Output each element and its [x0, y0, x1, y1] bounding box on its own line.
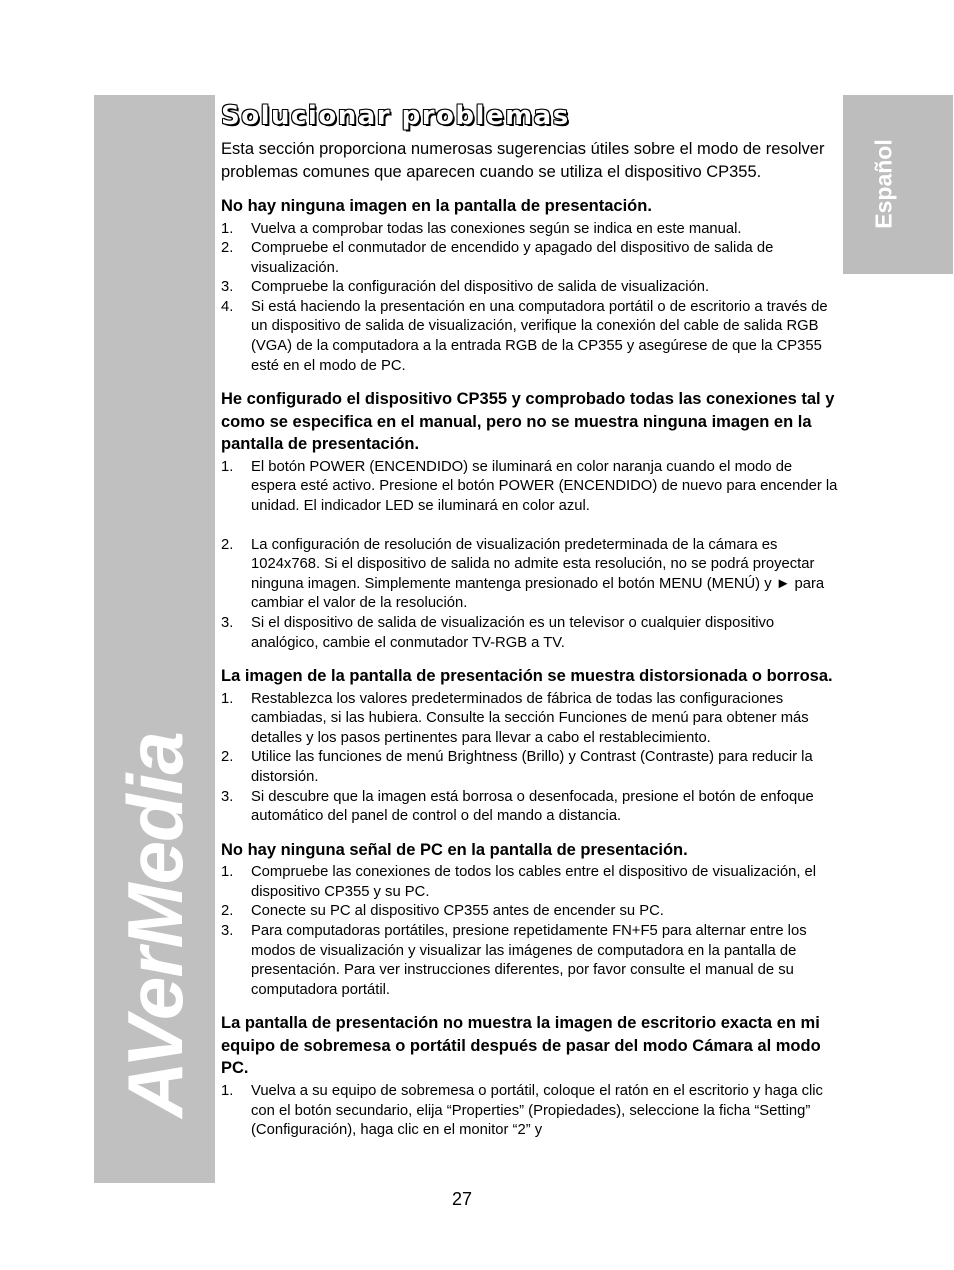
item-number: 3. — [221, 279, 234, 296]
brand-logo: AVerMedia — [111, 732, 199, 1118]
steps-list — [221, 220, 839, 377]
item-text: Si descubre que la imagen está borrosa o desenfocada, presione el botón de enfoque automático del panel de control o del mando a distancia. — [251, 788, 814, 825]
item-number: 1. — [221, 220, 234, 237]
item-text: Si está haciendo la presentación en una computadora portátil o de escritorio a través de un dispositivo de salida de visualización, verifique la conexión del cable de salida RGB (VGA) de la computadora a la entrada RGB de la CP355 y asegúrese de que la CP355 esté en el modo de PC. — [251, 298, 828, 374]
main-content — [221, 101, 839, 1141]
list-item — [221, 788, 839, 827]
section-distorted-image — [221, 665, 839, 827]
item-text: Vuelva a comprobar todas las conexiones según se indica en este manual. — [251, 220, 742, 237]
item-number: 3. — [221, 614, 234, 631]
item-number: 1. — [221, 864, 234, 881]
steps-list — [221, 690, 839, 827]
item-text: Compruebe el conmutador de encendido y apagado del dispositivo de salida de visualización. — [251, 240, 774, 276]
item-number: 3. — [221, 788, 234, 805]
page-number: 27 — [451, 1189, 473, 1209]
section-heading: No hay ninguna imagen en la pantalla de presentación. — [221, 197, 652, 215]
section-heading: No hay ninguna señal de PC en la pantalla de presentación. — [221, 840, 688, 859]
item-number: 1. — [221, 1082, 234, 1099]
section-heading: He configurado el dispositivo CP355 y comprobado todas las conexiones tal y como se especifica en el manual, pero no se muestra ninguna imagen en la pantalla de presentación. — [221, 390, 835, 454]
list-item — [221, 1082, 839, 1141]
list-item — [221, 298, 839, 376]
item-number: 1. — [221, 458, 234, 475]
list-item — [221, 614, 839, 653]
list-item — [221, 220, 839, 240]
item-number: 3. — [221, 923, 234, 940]
section-no-image — [221, 195, 839, 376]
list-item — [221, 278, 839, 298]
item-number: 2. — [221, 240, 234, 257]
section-heading: La imagen de la pantalla de presentación se muestra distorsionada o borrosa. — [221, 667, 833, 686]
item-text: Utilice las funciones de menú Brightness (Brillo) y Contrast (Contraste) para reducir la distorsión. — [251, 749, 813, 785]
list-item — [221, 536, 839, 614]
item-text: Si el dispositivo de salida de visualización es un televisor o cualquier dispositivo analógico, cambie el conmutador TV-RGB a TV. — [251, 614, 775, 651]
item-number: 2. — [221, 749, 234, 766]
item-text: La configuración de resolución de visualización predeterminada de la cámara es 1024x768. Si el dispositivo de salida no admite esta resolución, no se podrá proyectar ninguna imagen. Simplemente mantenga presionado el botón MENU (MENÚ) y ► para cambiar el valor de la resolución. — [251, 536, 825, 612]
intro-paragraph: Esta sección proporciona numerosas sugerencias útiles sobre el modo de resolver problemas comunes que aparecen cuando se utiliza el dispositivo CP355. — [221, 140, 825, 181]
steps-list — [221, 458, 839, 653]
language-tab-label: Español — [870, 139, 897, 229]
item-text: Para computadoras portátiles, presione repetidamente FN+F5 para alternar entre los modos de visualización y visualizar las imágenes de computadora en la pantalla de presentación. Para ver instrucciones diferentes, por favor consulte el manual de su computadora portátil. — [251, 923, 807, 998]
item-number: 2. — [221, 536, 234, 553]
list-item — [221, 902, 839, 922]
item-number: 2. — [221, 903, 234, 920]
item-text: Compruebe la configuración del dispositivo de salida de visualización. — [251, 279, 710, 296]
item-text: Conecte su PC al dispositivo CP355 antes de encender su PC. — [251, 903, 664, 920]
list-item — [221, 239, 839, 278]
item-text: Compruebe las conexiones de todos los cables entre el dispositivo de visualización, el dispositivo CP355 y su PC. — [251, 864, 817, 900]
section-no-pc-signal — [221, 839, 839, 1001]
list-item — [221, 922, 839, 1000]
item-text: El botón POWER (ENCENDIDO) se iluminará en color naranja cuando el modo de espera esté activo. Presione el botón POWER (ENCENDIDO) de nuevo para encender la unidad. El indicador LED se iluminará en color azul. — [251, 458, 838, 514]
page-title: Solucionar problemas — [221, 101, 570, 131]
section-desktop-mismatch — [221, 1012, 839, 1140]
list-item — [221, 458, 839, 517]
steps-list — [221, 1082, 839, 1141]
item-number: 1. — [221, 690, 234, 707]
section-configured-no-image — [221, 388, 839, 653]
steps-list — [221, 863, 839, 1000]
item-number: 4. — [221, 298, 234, 315]
item-text: Vuelva a su equipo de sobremesa o portátil, coloque el ratón en el escritorio y haga clic con el botón secundario, elija “Properties” (Propiedades), seleccione la ficha “Setting” (Configuración), haga clic en el monitor “2” y — [251, 1082, 823, 1139]
language-tab — [843, 95, 953, 274]
item-text: Restablezca los valores predeterminados de fábrica de todas las configuraciones cambiadas, si las hubiera. Consulte la sección Funciones de menú para obtener más detalles y los pasos pertinentes para llevar a cabo el restablecimiento. — [251, 690, 809, 746]
list-item — [221, 863, 839, 902]
list-item — [221, 748, 839, 787]
section-heading: La pantalla de presentación no muestra la imagen de escritorio exacta en mi equipo de sobremesa o portátil después de pasar del modo Cámara al modo PC. — [221, 1014, 821, 1078]
list-item — [221, 690, 839, 749]
